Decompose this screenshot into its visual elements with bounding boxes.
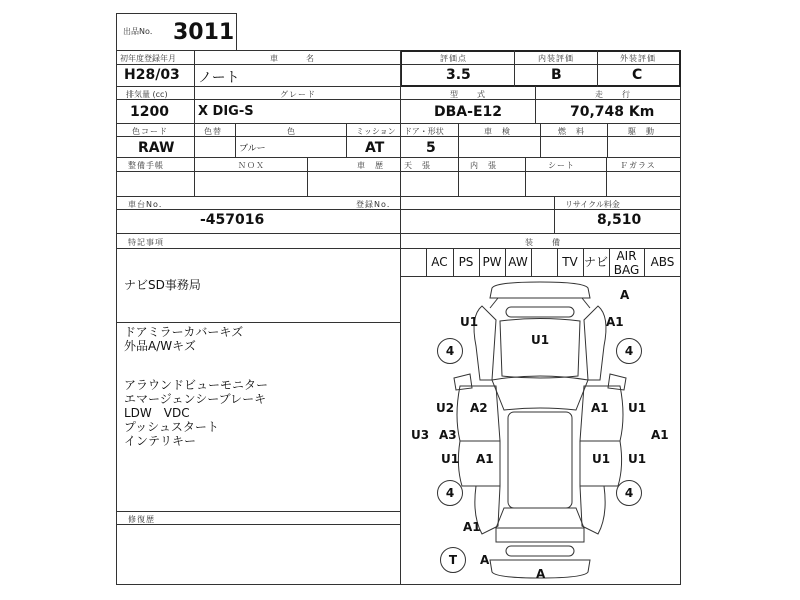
damage-code: U3	[411, 428, 430, 442]
color-value: ブルー	[239, 144, 266, 154]
damage-code: U1	[592, 452, 611, 466]
recycle-fee-value: 8,510	[597, 212, 642, 228]
mileage-value: 70,748 Km	[570, 104, 655, 120]
interior-grade-label: 内装評価	[538, 54, 574, 63]
damage-code: U1	[628, 401, 647, 415]
drive-label: 駆 動	[628, 127, 655, 136]
rear-glass-outline	[496, 508, 584, 528]
lot-number: 3011	[173, 20, 235, 45]
damage-code: U1	[531, 333, 550, 347]
damage-code: U1	[441, 452, 460, 466]
maintenance-book-label: 整備手帳	[128, 161, 164, 170]
displacement-value: 1200	[130, 104, 169, 120]
car-history-label: 車 歴	[357, 161, 384, 170]
car-name-value: ノート	[198, 70, 240, 86]
damage-code: U2	[436, 401, 455, 415]
first-registration-label: 初年度登録年月	[120, 54, 176, 63]
damage-code: U1	[460, 315, 479, 329]
front-glass-label: Ｆガラス	[620, 161, 656, 170]
score-value: 3.5	[446, 67, 471, 83]
damage-code: A3	[439, 428, 457, 442]
recycle-fee-label: リサイクル料金	[565, 200, 620, 209]
tire-rear-left-icon: 4	[437, 480, 463, 506]
front-bumper-outline	[490, 282, 590, 298]
spare-tire-icon: T	[440, 547, 466, 573]
first-registration-value: H28/03	[124, 67, 180, 83]
special-note-2: ドアミラーカバーキズ 外品A/Wキズ	[124, 325, 244, 353]
grade-value: X DIG-S	[198, 104, 254, 119]
special-note-1: ナビSD事務局	[124, 278, 201, 292]
door-shape-value: 5	[426, 140, 436, 156]
damage-code: A	[620, 288, 630, 302]
registration-number-label: 登録No．	[356, 200, 396, 209]
color-code-value: RAW	[138, 140, 175, 156]
special-notes-label: 特記事項	[128, 238, 164, 247]
inspection-label: 車 検	[484, 127, 511, 136]
headliner-label: 天 張	[404, 161, 431, 170]
model-code-value: DBA-E12	[434, 104, 502, 120]
tire-rear-right-icon: 4	[616, 480, 642, 506]
damage-code: A1	[651, 428, 669, 442]
equipment-cell-ps: PS	[458, 255, 474, 269]
damage-code: A	[536, 567, 546, 581]
model-code-label: 型 式	[450, 90, 486, 99]
front-plate-outline	[506, 307, 574, 317]
exterior-grade-label: 外装評価	[620, 54, 656, 63]
hood-outline	[500, 319, 580, 379]
rear-plate-outline	[506, 546, 574, 556]
repair-history-label: 修復歴	[128, 515, 155, 524]
color-label: 色	[287, 127, 296, 136]
lot-label: 出品No．	[123, 27, 158, 36]
door-shape-label: ドア・形状	[404, 127, 444, 136]
equipment-cell-aw: AW	[508, 255, 528, 269]
equipment-cell-airbag: AIR BAG	[613, 249, 640, 277]
damage-code: U1	[628, 452, 647, 466]
interior-grade-value: B	[551, 67, 562, 83]
grade-label: グレード	[280, 90, 316, 99]
special-note-3: アラウンドビューモニター エマージェンシーブレーキ LDW VDC プッシュスタート インテリキー	[124, 378, 269, 448]
hatch-outline	[496, 528, 584, 542]
equipment-cell-blank-1	[400, 248, 427, 276]
damage-code: A2	[470, 401, 488, 415]
mission-label: ミッション	[356, 127, 396, 136]
color-code-label: 色コード	[132, 127, 168, 136]
damage-code: A1	[463, 520, 481, 534]
exterior-grade-value: C	[632, 67, 643, 83]
right-mirror-outline	[608, 374, 626, 390]
score-label: 評価点	[440, 54, 467, 63]
car-name-label: 車 名	[270, 54, 315, 63]
equipment-row	[400, 248, 681, 276]
displacement-label: 排気量 (cc)	[126, 90, 168, 99]
left-mirror-outline	[454, 374, 472, 390]
lot-number-box	[116, 13, 237, 50]
equipment-cell-abs: ABS	[650, 255, 675, 269]
damage-code: A1	[476, 452, 494, 466]
damage-code: A1	[606, 315, 624, 329]
equipment-cell-tv: TV	[562, 255, 578, 269]
chassis-number-label: 車台No．	[128, 200, 168, 209]
fuel-label: 燃 料	[558, 127, 585, 136]
repaint-label: 色替	[204, 127, 222, 136]
roof-outline	[508, 412, 572, 508]
inner-panel-label: 内 張	[470, 161, 497, 170]
damage-code: A	[480, 553, 490, 567]
chassis-number-value: -457016	[200, 212, 265, 228]
equipment-label: 装 備	[525, 238, 561, 247]
equipment-cell-ac: AC	[431, 255, 448, 269]
windshield-outline	[492, 376, 588, 410]
mission-value: AT	[365, 140, 385, 156]
equipment-cell-pw: PW	[482, 255, 502, 269]
right-front-fender-outline	[584, 306, 606, 380]
tire-front-right-icon: 4	[616, 338, 642, 364]
seat-label: シート	[548, 161, 575, 170]
tire-front-left-icon: 4	[437, 338, 463, 364]
nox-label: ＮＯＸ	[238, 161, 265, 170]
mileage-label: 走 行	[595, 90, 631, 99]
equipment-cell-navi: ナビ	[583, 255, 608, 269]
damage-code: A1	[591, 401, 609, 415]
